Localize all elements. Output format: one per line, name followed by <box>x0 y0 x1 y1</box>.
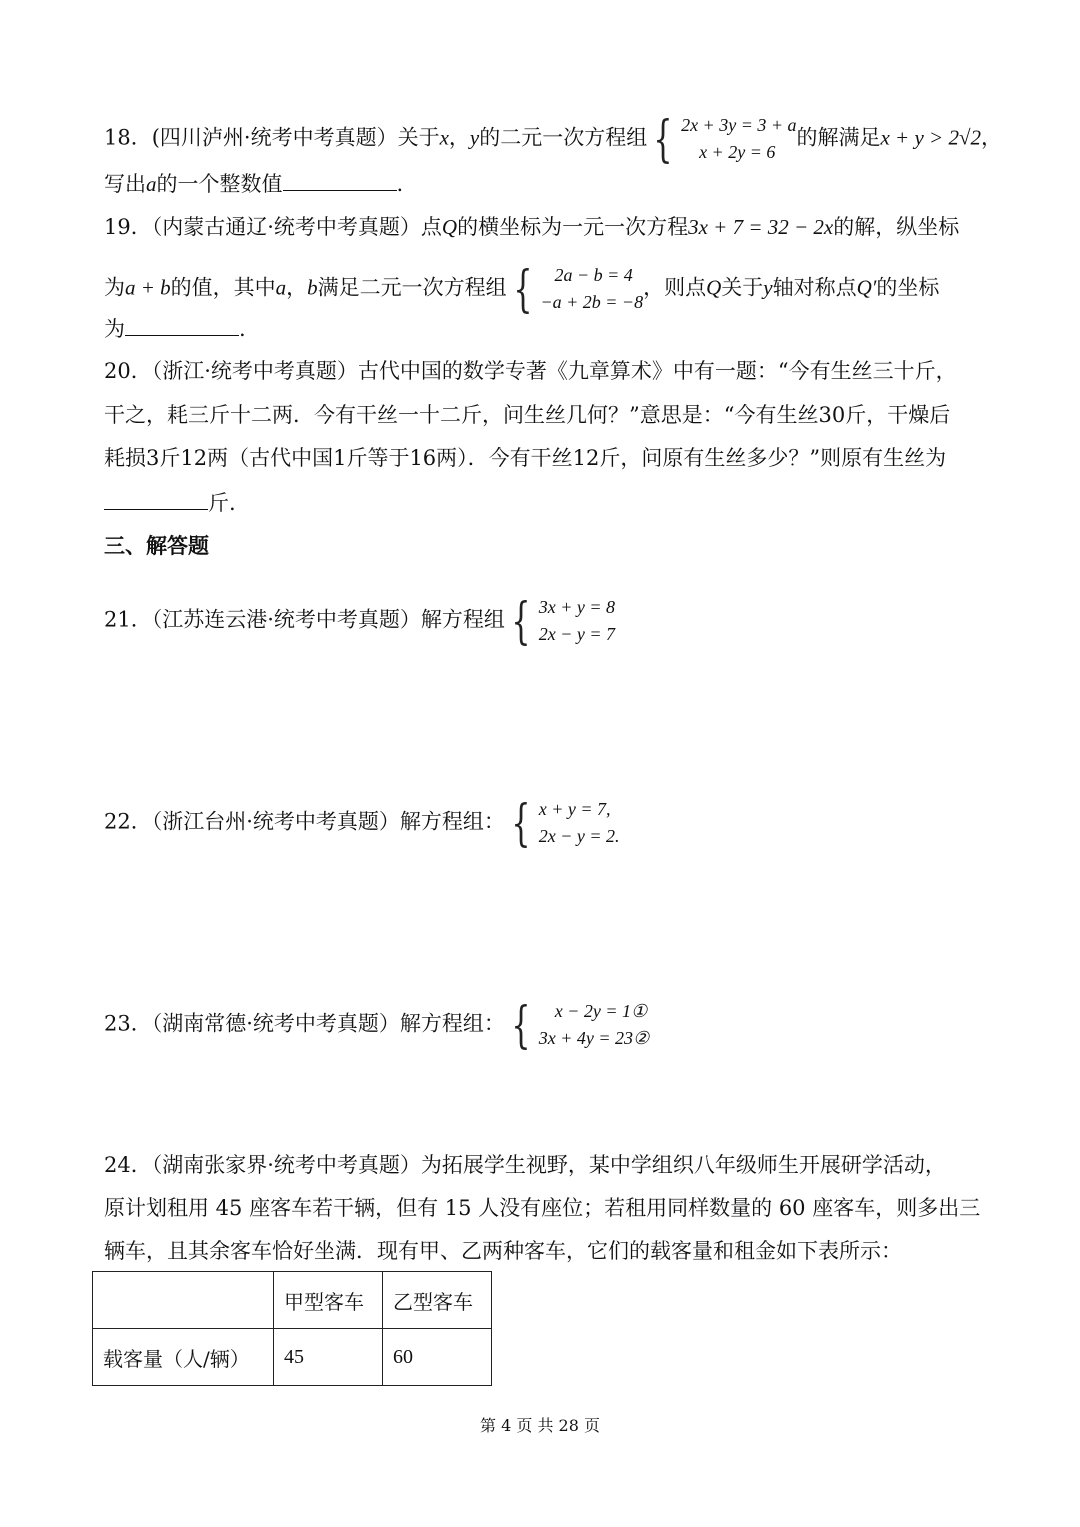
question-20-line-4: 斤. <box>104 487 236 518</box>
page-footer: 第 4 页 共 28 页 <box>480 1416 600 1435</box>
question-19-line-3: 为 . <box>104 313 246 344</box>
table-header-cell <box>93 1272 274 1329</box>
question-19-line-2: 为a + b的值，其中a，b满足二元一次方程组 { 2a − b = 4 −a + 2b = −8 ，则点Q关于y轴对称点Q′的坐标 <box>104 260 940 318</box>
question-24-line-2: 原计划租用 45 座客车若干辆，但有 15 人没有座位；若租用同样数量的 60 座客车，则多出三 <box>104 1196 981 1220</box>
question-20-line-1: 20．（浙江·统考中考真题）古代中国的数学专著《九章算术》中有一题：“今有生丝三十斤， <box>104 359 957 383</box>
question-19-line-1: 19．（内蒙古通辽·统考中考真题）点Q的横坐标为一元一次方程3x + 7 = 32 − 2x的解，纵坐标 <box>104 215 960 239</box>
question-21: 21．（江苏连云港·统考中考真题）解方程组 { 3x + y = 8 2x − y = 7 <box>104 592 615 650</box>
table-cell: 载客量（人/辆） <box>93 1329 274 1386</box>
equation-system-19: { 2a − b = 4 −a + 2b = −8 <box>513 260 644 318</box>
question-23: 23．（湖南常德·统考中考真题）解方程组： { x − 2y = 1① 3x + 4y = 23② <box>104 996 650 1054</box>
question-24-line-3: 辆车，且其余客车恰好坐满．现有甲、乙两种客车，它们的载客量和租金如下表所示： <box>104 1239 902 1263</box>
question-22: 22．（浙江台州·统考中考真题）解方程组： { x + y = 7, 2x − y = 2. <box>104 794 620 852</box>
equation-system-18: { 2x + 3y = 3 + a x + 2y = 6 <box>653 110 797 168</box>
table-cell: 60 <box>383 1329 492 1386</box>
answer-blank-18[interactable] <box>283 168 397 191</box>
table-cell: 45 <box>274 1329 383 1386</box>
section-heading: 三、解答题 <box>104 534 209 558</box>
question-24-line-1: 24．（湖南张家界·统考中考真题）为拓展学生视野，某中学组织八年级师生开展研学活动， <box>104 1153 946 1177</box>
table-header-row <box>93 1272 492 1329</box>
question-20-line-2: 干之，耗三斤十二两．今有干丝一十二斤，问生丝几何？”意思是：“今有生丝30斤，干燥后 <box>104 403 951 427</box>
equation-system-21: { 3x + y = 8 2x − y = 7 <box>511 592 615 650</box>
equation-system-23: { x − 2y = 1① 3x + 4y = 23② <box>511 996 650 1054</box>
equation-system-22: { x + y = 7, 2x − y = 2. <box>511 794 620 852</box>
question-20-line-3: 耗损3斤12两（古代中国1斤等于16两）．今有干丝12斤，问原有生丝多少？”则原有生丝为 <box>104 446 947 470</box>
table-header-cell: 乙型客车 <box>383 1272 492 1329</box>
question-18-line-2: 写出a的一个整数值 . <box>104 168 403 199</box>
answer-blank-20[interactable] <box>104 487 208 510</box>
table-row <box>93 1329 492 1386</box>
answer-blank-19[interactable] <box>125 313 239 336</box>
bus-capacity-table <box>92 1271 492 1386</box>
table-header-cell: 甲型客车 <box>274 1272 383 1329</box>
question-18-line-1: 18．(四川泸州·统考中考真题）关于x，y的二元一次方程组 { 2x + 3y = 3 + a x + 2y = 6 的解满足x + y > 2√2， <box>104 110 1002 168</box>
